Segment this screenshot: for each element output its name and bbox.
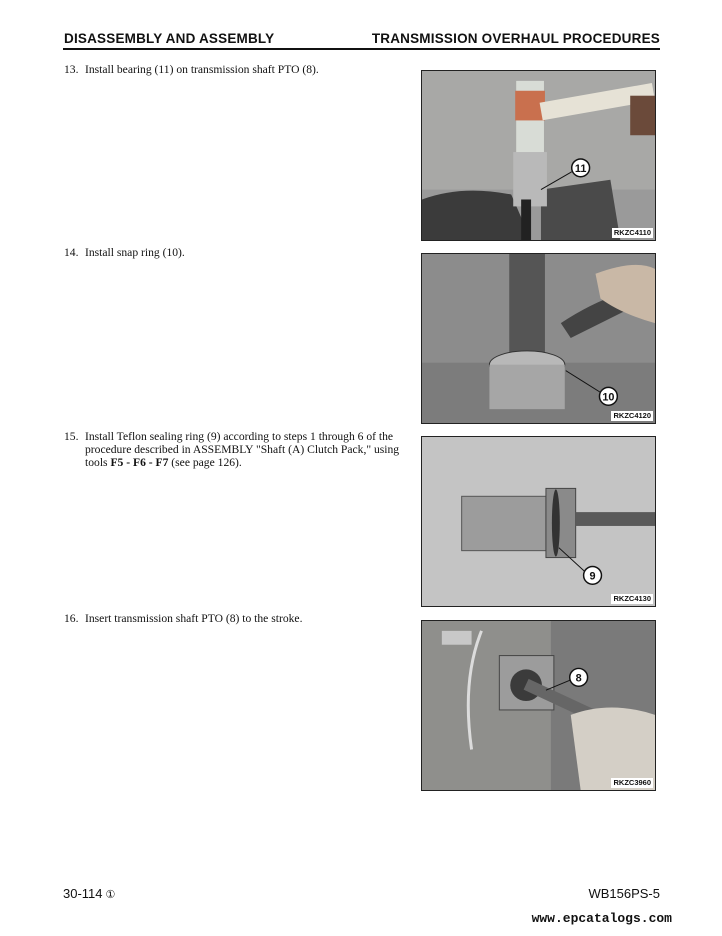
step-number: 15. (64, 430, 79, 443)
step-text-part: (see page 126). (168, 456, 242, 469)
photo-install-sealing-ring (421, 436, 656, 607)
photo-install-snap-ring (421, 253, 656, 424)
model-name: WB156PS-5 (588, 886, 660, 901)
step-text: Insert transmission shaft PTO (8) to the stroke. (85, 612, 303, 625)
section-title: DISASSEMBLY AND ASSEMBLY (64, 31, 275, 46)
step-13 (64, 63, 409, 76)
page-header (63, 30, 660, 50)
photo-image (422, 437, 655, 606)
photo-image (422, 254, 655, 423)
callout-label: 11 (574, 162, 587, 175)
photo-code: RKZC3960 (613, 778, 651, 787)
photo-code: RKZC4120 (613, 411, 651, 420)
revision-mark: ① (105, 889, 116, 901)
step-text: Install snap ring (10). (85, 246, 185, 259)
watermark-link[interactable]: www.epcatalogs.com (531, 911, 672, 926)
step-14 (64, 246, 409, 259)
photo-image (422, 621, 655, 790)
step-text: Install bearing (11) on transmission shaft PTO (8). (85, 63, 319, 76)
tool-refs: F5 - F6 - F7 (110, 456, 169, 469)
step-16 (64, 612, 409, 625)
photo-code: RKZC4130 (613, 594, 651, 603)
photo-insert-shaft (421, 620, 656, 791)
step-number: 13. (64, 63, 79, 76)
step-15 (64, 430, 409, 469)
callout-label: 8 (575, 672, 582, 685)
photo-image (422, 71, 655, 240)
step-number: 14. (64, 246, 79, 259)
photo-code: RKZC4110 (613, 228, 651, 237)
photo-install-bearing (421, 70, 656, 241)
step-text (85, 430, 409, 469)
chapter-title: TRANSMISSION OVERHAUL PROCEDURES (371, 31, 660, 46)
page-number (63, 886, 115, 901)
page-number-text: 30-114 (63, 886, 103, 901)
step-text-part: Install Teflon sealing ring (9) according to steps 1 through 6 of the procedure described in ASSEMBLY "Shaft (A) Clutch Pack," using tools (85, 430, 400, 469)
callout-label: 10 (602, 391, 615, 404)
callout-label: 9 (589, 570, 596, 583)
step-number: 16. (64, 612, 79, 625)
